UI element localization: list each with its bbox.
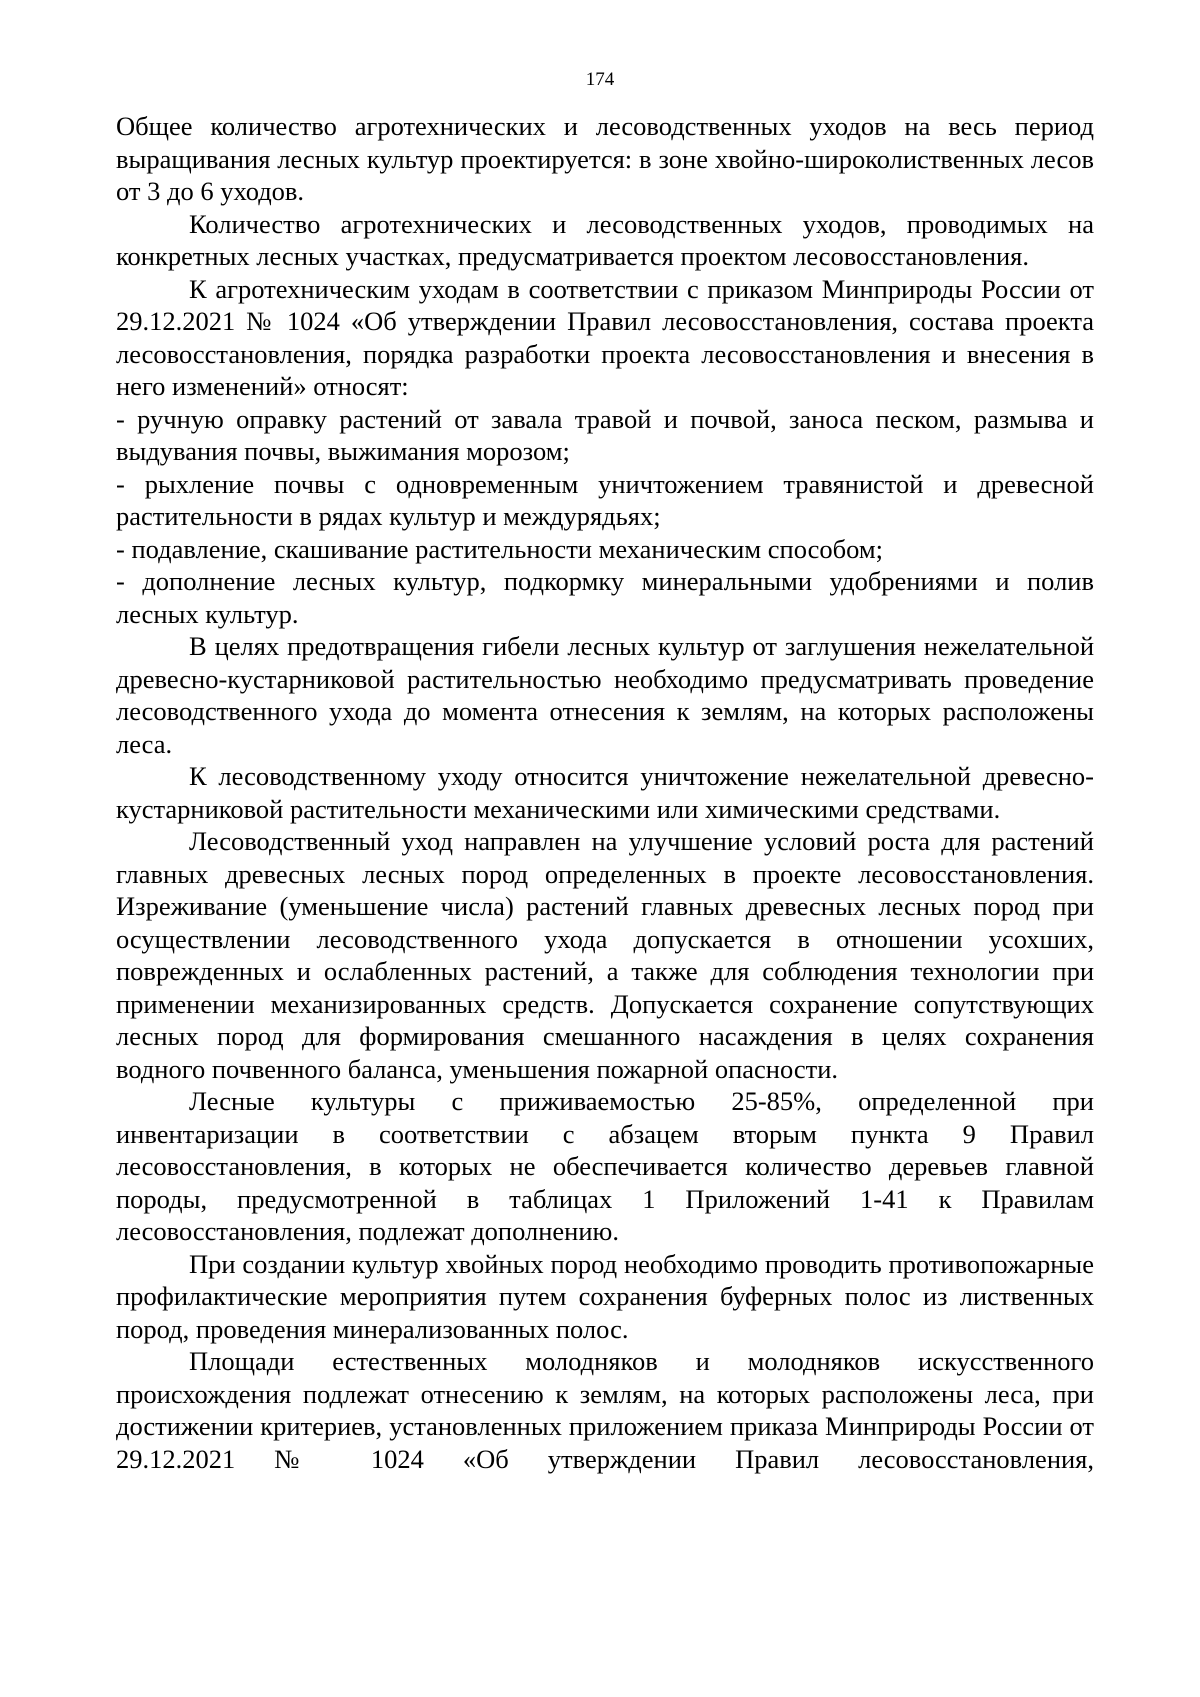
paragraph: Количество агротехнических и лесоводственных уходов, проводимых на конкретных лесных участках, предусматривается проектом лесовосстановления. bbox=[116, 208, 1094, 271]
paragraph: При создании культур хвойных пород необходимо проводить противопожарные профилактические мероприятия путем сохранения буферных полос из лиственных пород, проведения минерализованных полос. bbox=[116, 1248, 1094, 1344]
body-text bbox=[116, 110, 1094, 1475]
paragraph: В целях предотвращения гибели лесных культур от заглушения нежелательной древесно-кустарниковой растительностью необходимо предусматривать проведение лесоводственного ухода до момента отнесения к землям, на которых расположены леса. bbox=[116, 631, 1094, 759]
page-number: 174 bbox=[585, 69, 615, 90]
list-item: - ручную оправку растений от завала травой и почвой, заноса песком, размыва и выдувания почвы, выжимания морозом; bbox=[116, 403, 1094, 466]
list-item: - подавление, скашивание растительности механическим способом; bbox=[116, 533, 883, 564]
list-item: - рыхление почвы с одновременным уничтожением травянистой и древесной растительности в рядах культур и междурядьях; bbox=[116, 468, 1094, 531]
paragraph: Лесоводственный уход направлен на улучшение условий роста для растений главных древесных лесных пород определенных в проекте лесовосстановления. Изреживание (уменьшение числа) растений главных древесных лесных пород при осуществлении лесоводственного ухода допускается в отношении усохших, поврежденных и ослабленных растений, а также для соблюдения технологии при применении механизированных средств. Допускается сохранение сопутствующих лесных пород для формирования смешанного насаждения в целях сохранения водного почвенного баланса, уменьшения пожарной опасности. bbox=[116, 826, 1094, 1084]
list-item: - дополнение лесных культур, подкормку минеральными удобрениями и полив лесных культур. bbox=[116, 566, 1094, 629]
paragraph: Лесные культуры с приживаемостью 25-85%, определенной при инвентаризации в соответствии с абзацем вторым пункта 9 Правил лесовосстановления, в которых не обеспечивается количество деревьев главной породы, предусмотренной в таблицах 1 Приложений 1-41 к Правилам лесовосстановления, подлежат дополнению. bbox=[116, 1086, 1094, 1246]
paragraph: К лесоводственному уходу относится уничтожение нежелательной древесно-кустарниковой растительности механическими или химическими средствами. bbox=[116, 761, 1094, 824]
paragraph: Общее количество агротехнических и лесоводственных уходов на весь период выращивания лесных культур проектируется: в зоне хвойно-широколиственных лесов от 3 до 6 уходов. bbox=[116, 111, 1094, 206]
paragraph: К агротехническим уходам в соответствии с приказом Минприроды России от 29.12.2021 № 1024 «Об утверждении Правил лесовосстановления, состава проекта лесовосстановления, порядка разработки проекта лесовосстановления и внесения в него изменений» относят: bbox=[116, 273, 1094, 401]
paragraph-last: Площади естественных молодняков и молодняков искусственного происхождения подлежат отнесению к землям, на которых расположены леса, при достижении критериев, установленных приложением приказа Минприроды России от 29.12.2021 № 1024 «Об утверждении Правил лесовосстановления, bbox=[116, 1346, 1094, 1474]
